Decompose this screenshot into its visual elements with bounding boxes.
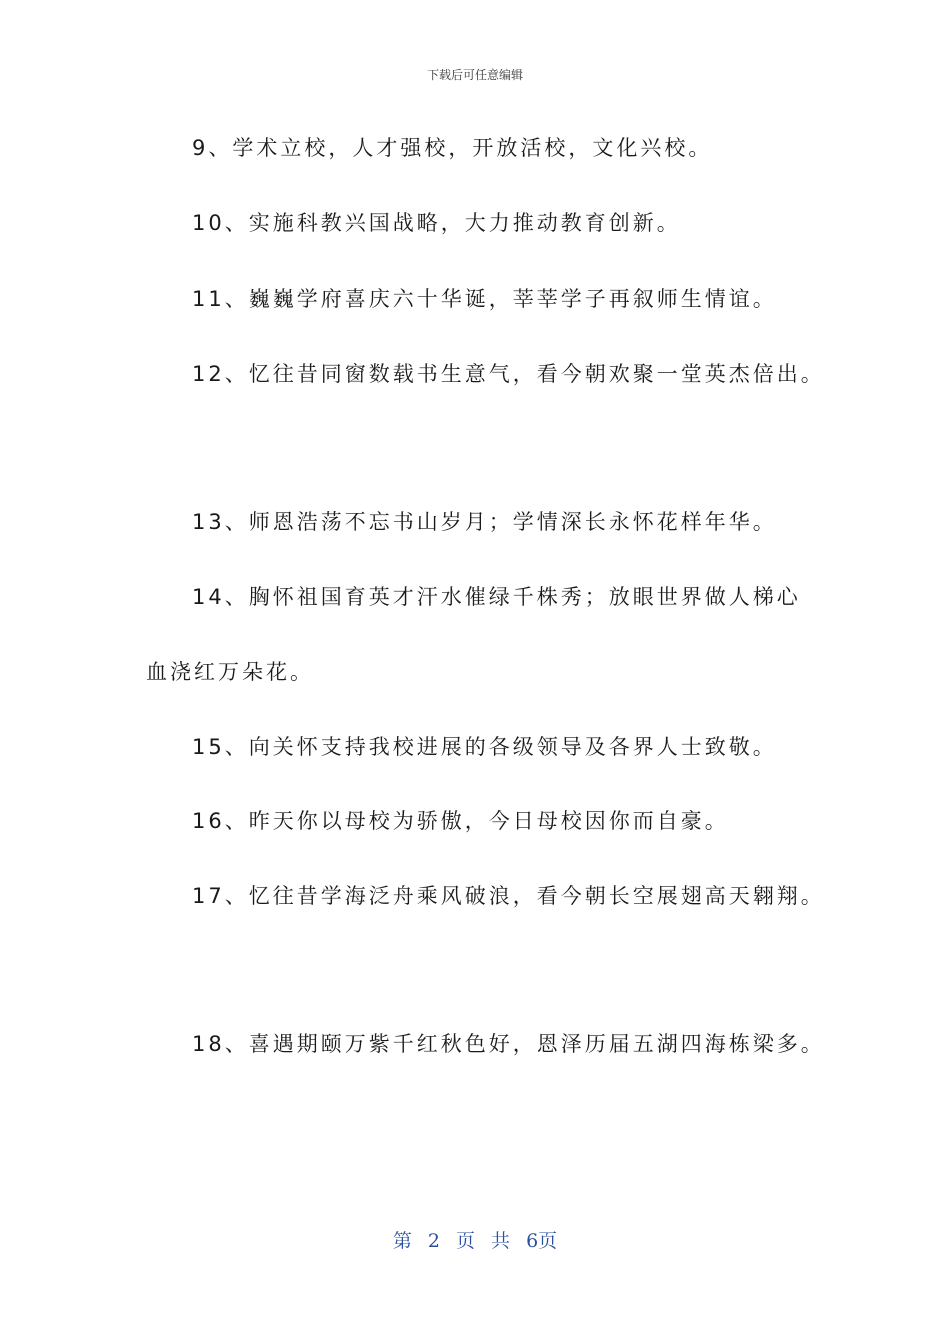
slogan-11: 11、巍巍学府喜庆六十华诞，莘莘学子再叙师生情谊。 [192, 287, 777, 311]
slogan-18: 18、喜遇期颐万紫千红秋色好，恩泽历届五湖四海栋梁多。 [192, 1032, 825, 1056]
slogan-16: 16、昨天你以母校为骄傲，今日母校因你而自豪。 [192, 809, 729, 833]
page-header: 下载后可任意编辑 [426, 68, 523, 82]
slogan-14-continued: 血浇红万朵花。 [146, 660, 314, 684]
slogan-17: 17、忆往昔学海泛舟乘风破浪，看今朝长空展翅高天翱翔。 [192, 884, 825, 908]
slogan-9: 9、学术立校，人才强校，开放活校，文化兴校。 [192, 136, 713, 160]
slogan-12: 12、忆往昔同窗数载书生意气，看今朝欢聚一堂英杰倍出。 [192, 362, 825, 386]
slogan-14: 14、胸怀祖国育英才汗水催绿千株秀；放眼世界做人梯心 [192, 585, 801, 609]
slogan-15: 15、向关怀支持我校进展的各级领导及各界人士致敬。 [192, 735, 777, 759]
page-number-footer: 第 2 页 共 6页 [392, 1230, 558, 1252]
slogan-13: 13、师恩浩荡不忘书山岁月；学情深长永怀花样年华。 [192, 510, 777, 534]
slogan-10: 10、实施科教兴国战略，大力推动教育创新。 [192, 211, 681, 235]
